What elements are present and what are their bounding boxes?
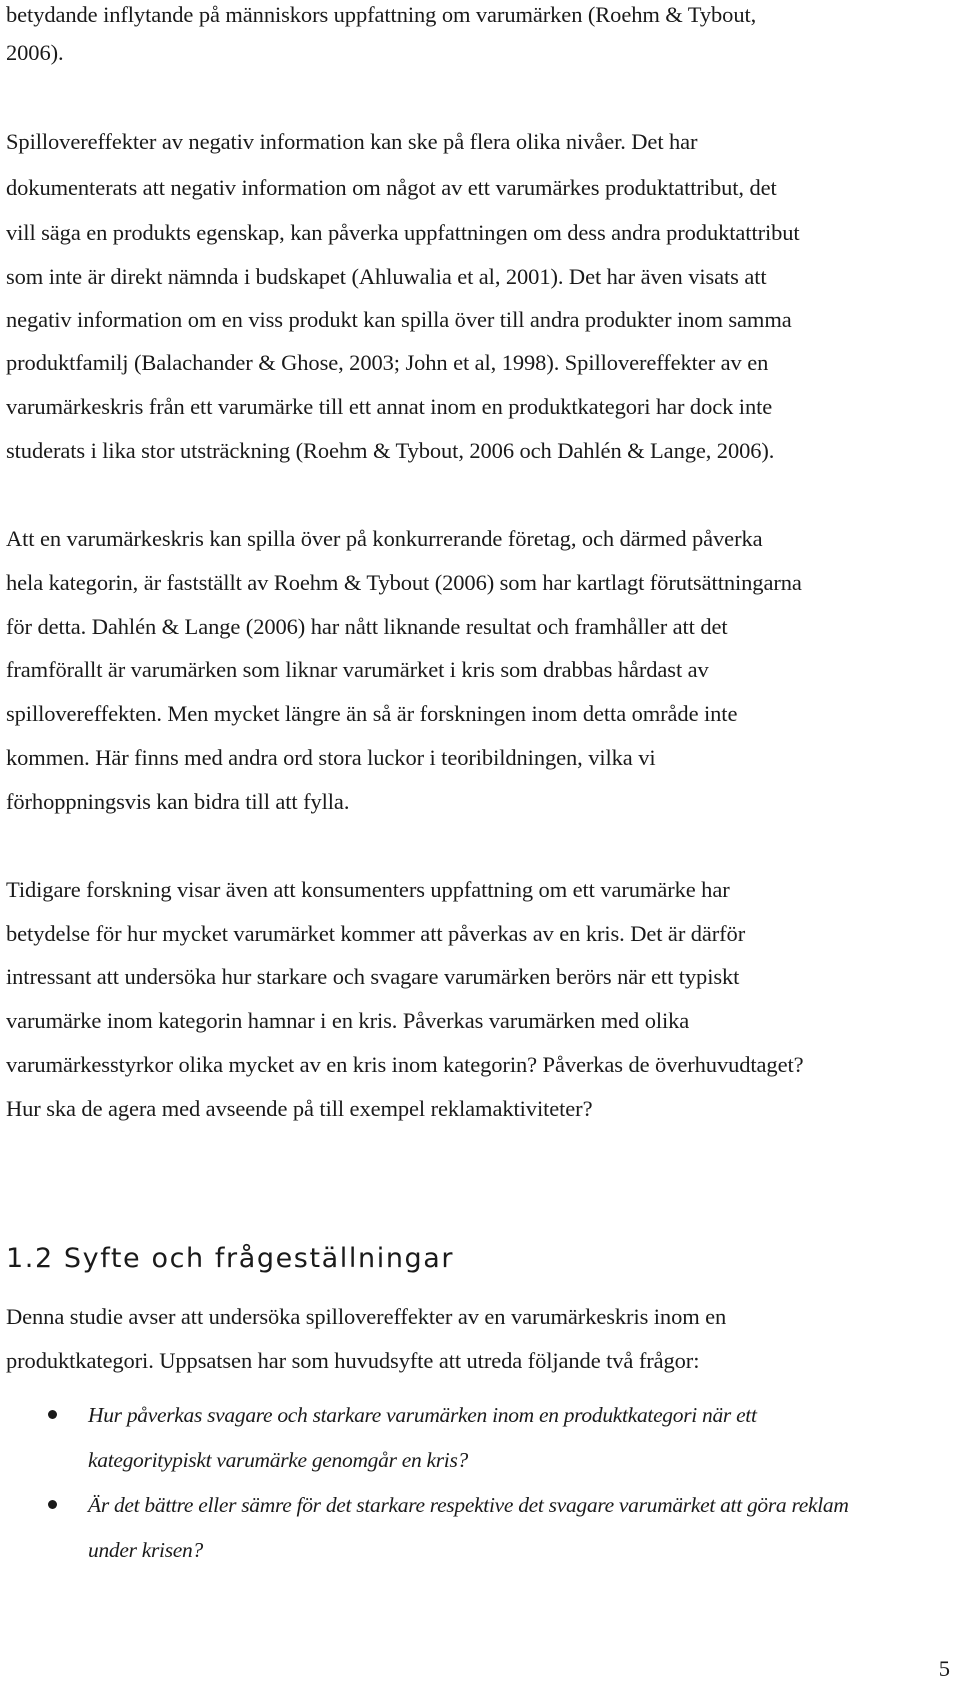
- paragraph-2-line-2: dokumenterats att negativ information om något av ett varumärkes produktattribut, det: [6, 175, 777, 200]
- paragraph-1-line-2: 2006).: [6, 40, 64, 65]
- paragraph-2-line-7: varumärkeskris från ett varumärke till ett annat inom en produktkategori har dock inte: [6, 394, 773, 419]
- bullet-icon: [48, 1410, 57, 1419]
- question-2-line-1: Är det bättre eller sämre för det starkare respektive det svagare varumärket att göra reklam: [88, 1493, 849, 1517]
- paragraph-4-line-4: varumärke inom kategorin hamnar i en kris. Påverkas varumärken med olika: [6, 1008, 690, 1033]
- question-1-line-2: kategoritypiskt varumärke genomgår en kris?: [88, 1448, 468, 1472]
- question-2-line-2: under krisen?: [88, 1538, 203, 1562]
- paragraph-4-line-1: Tidigare forskning visar även att konsumenters uppfattning om ett varumärke har: [6, 877, 730, 902]
- paragraph-3-line-1: Att en varumärkeskris kan spilla över på konkurrerande företag, och därmed påverka: [6, 526, 763, 551]
- paragraph-4-line-5: varumärkesstyrkor olika mycket av en kris inom kategorin? Påverkas de överhuvudtaget?: [6, 1052, 804, 1077]
- paragraph-1-line-1: betydande inflytande på människors uppfattning om varumärken (Roehm & Tybout,: [6, 2, 757, 27]
- paragraph-3-line-3: för detta. Dahlén & Lange (2006) har nått liknande resultat och framhåller att det: [6, 614, 728, 639]
- page-number: 5: [938, 1656, 950, 1681]
- section-heading: 1.2 Syfte och frågeställningar: [6, 1243, 455, 1274]
- paragraph-2-line-8: studerats i lika stor utsträckning (Roehm & Tybout, 2006 och Dahlén & Lange, 2006).: [6, 438, 775, 463]
- question-1-line-1: Hur påverkas svagare och starkare varumärken inom en produktkategori när ett: [88, 1403, 757, 1427]
- paragraph-4-line-2: betydelse för hur mycket varumärket kommer att påverkas av en kris. Det är därför: [6, 921, 746, 946]
- paragraph-2-line-4: som inte är direkt nämnda i budskapet (Ahluwalia et al, 2001). Det har även visats att: [6, 264, 767, 289]
- section-intro-line-2: produktkategori. Uppsatsen har som huvudsyfte att utreda följande två frågor:: [6, 1348, 700, 1373]
- paragraph-2-line-6: produktfamilj (Balachander & Ghose, 2003; John et al, 1998). Spillovereffekter av en: [6, 350, 769, 375]
- paragraph-2-line-3: vill säga en produkts egenskap, kan påverka uppfattningen om dess andra produktattribut: [6, 220, 800, 245]
- paragraph-3-line-5: spillovereffekten. Men mycket längre än så är forskningen inom detta område inte: [6, 701, 738, 726]
- paragraph-3-line-4: framförallt är varumärken som liknar varumärket i kris som drabbas hårdast av: [6, 657, 709, 682]
- paragraph-3-line-6: kommen. Här finns med andra ord stora luckor i teoribildningen, vilka vi: [6, 745, 656, 770]
- paragraph-3-line-2: hela kategorin, är fastställt av Roehm & Tybout (2006) som har kartlagt förutsättningarna: [6, 570, 802, 595]
- section-intro-line-1: Denna studie avser att undersöka spillovereffekter av en varumärkeskris inom en: [6, 1304, 727, 1329]
- paragraph-2-line-5: negativ information om en viss produkt kan spilla över till andra produkter inom samma: [6, 307, 792, 332]
- bullet-icon: [48, 1500, 57, 1509]
- paragraph-2-line-1: Spillovereffekter av negativ information kan ske på flera olika nivåer. Det har: [6, 129, 698, 154]
- paragraph-4-line-6: Hur ska de agera med avseende på till exempel reklamaktiviteter?: [6, 1096, 593, 1121]
- paragraph-3-line-7: förhoppningsvis kan bidra till att fylla.: [6, 789, 350, 814]
- paragraph-4-line-3: intressant att undersöka hur starkare och svagare varumärken berörs när ett typiskt: [6, 964, 740, 989]
